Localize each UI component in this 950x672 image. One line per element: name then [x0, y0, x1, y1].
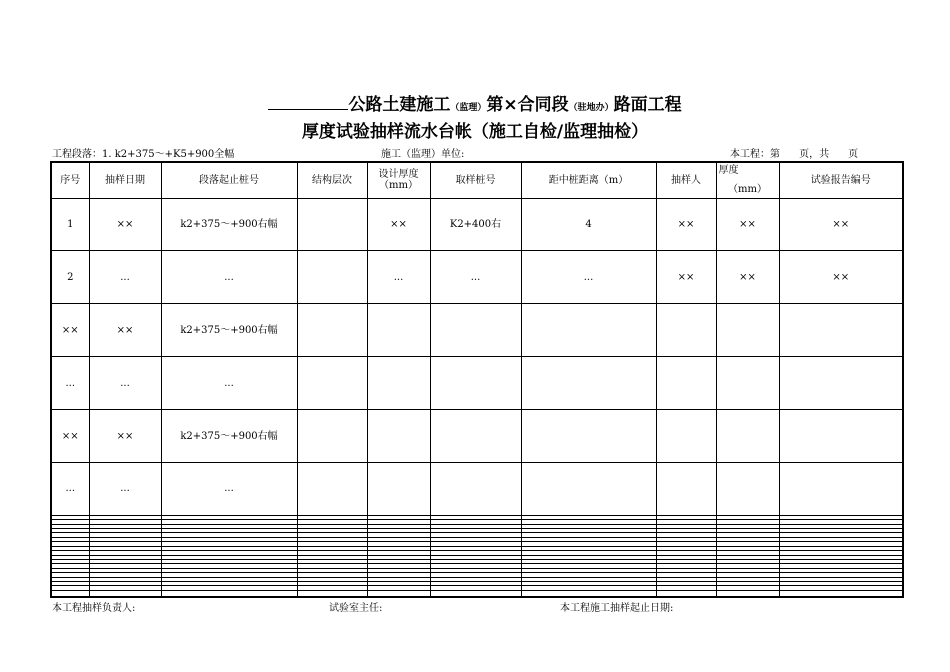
col-header-thickness: [716, 162, 779, 198]
title-small2: （驻地办）: [568, 103, 614, 113]
footer-date-range: 本工程施工抽样起止日期:: [560, 603, 674, 614]
title-part2: 第×合同段: [486, 95, 569, 115]
cell-sampler: ××: [656, 198, 716, 251]
header-row: [51, 162, 903, 198]
section-info: 工程段落：1. k2+375～+K5+900全幅: [52, 149, 235, 160]
page-info: 本工程：第 页，共 页: [730, 149, 859, 160]
cell-report-no: [779, 304, 903, 357]
footer-lab-director: 试验室主任:: [329, 603, 383, 614]
cell-index: 2: [51, 251, 89, 304]
cell-sample-station: [430, 410, 521, 463]
cell-layer: [297, 590, 367, 597]
cell-station-range: [161, 590, 297, 597]
cell-design-thickness: [367, 304, 430, 357]
cell-station-range: k2+375～+900右幅: [161, 410, 297, 463]
cell-thickness: [716, 357, 779, 410]
cell-thickness: ××: [716, 198, 779, 251]
cell-center-distance: [521, 590, 656, 597]
cell-sample-station: ...: [430, 251, 521, 304]
unit-info: 施工（监理）单位:: [381, 149, 465, 160]
cell-sample-station: [430, 357, 521, 410]
cell-center-distance: [521, 410, 656, 463]
cell-thickness: [716, 410, 779, 463]
cell-design-thickness: [367, 357, 430, 410]
cell-index: ...: [51, 462, 89, 515]
col-header-sampler: 抽样人: [656, 162, 716, 198]
cell-date: ××: [89, 198, 161, 251]
cell-design-thickness: [367, 462, 430, 515]
cell-thickness: ××: [716, 251, 779, 304]
table-row: [51, 251, 903, 304]
table-row: [51, 590, 903, 597]
cell-report-no: [779, 357, 903, 410]
cell-station-range: ...: [161, 462, 297, 515]
cell-layer: [297, 357, 367, 410]
col-header-design-thickness: 设计厚度（mm）: [367, 162, 430, 198]
cell-report-no: [779, 410, 903, 463]
cell-sample-station: [430, 304, 521, 357]
cell-station-range: ...: [161, 357, 297, 410]
cell-center-distance: 4: [521, 198, 656, 251]
cell-center-distance: [521, 304, 656, 357]
col-header-station-range: 段落起止桩号: [161, 162, 297, 198]
title-part3: 路面工程: [613, 95, 682, 115]
table-row: [51, 304, 903, 357]
cell-center-distance: [521, 357, 656, 410]
cell-sampler: [656, 410, 716, 463]
cell-sampler: [656, 304, 716, 357]
cell-sampler: [656, 357, 716, 410]
table-row: [51, 462, 903, 515]
cell-index: ××: [51, 410, 89, 463]
table-row: [51, 357, 903, 410]
cell-design-thickness: [367, 410, 430, 463]
cell-layer: [297, 304, 367, 357]
cell-index: ××: [51, 304, 89, 357]
ledger-body: [51, 198, 903, 597]
col-header-date: 抽样日期: [89, 162, 161, 198]
cell-date: [89, 590, 161, 597]
cell-station-range: k2+375～+900右幅: [161, 198, 297, 251]
cell-sample-station: [430, 590, 521, 597]
cell-report-no: ××: [779, 251, 903, 304]
cell-date: ...: [89, 357, 161, 410]
table-row: [51, 410, 903, 463]
cell-layer: [297, 462, 367, 515]
cell-design-thickness: ...: [367, 251, 430, 304]
cell-thickness: [716, 590, 779, 597]
cell-sampler: [656, 462, 716, 515]
col-header-sample-station: 取样桩号: [430, 162, 521, 198]
cell-station-range: k2+375～+900右幅: [161, 304, 297, 357]
cell-date: ...: [89, 251, 161, 304]
ledger-table: [50, 161, 904, 598]
cell-sampler: ××: [656, 251, 716, 304]
cell-design-thickness: ××: [367, 198, 430, 251]
cell-center-distance: ...: [521, 251, 656, 304]
col-header-center-distance: 距中桩距离（m）: [521, 162, 656, 198]
cell-sample-station: [430, 462, 521, 515]
cell-index: [51, 590, 89, 597]
document-title: [0, 90, 950, 115]
cell-date: ××: [89, 410, 161, 463]
footer-sampler-lead: 本工程抽样负责人:: [52, 603, 136, 614]
col-header-report-no: 试验报告编号: [779, 162, 903, 198]
cell-date: ××: [89, 304, 161, 357]
table-row: [51, 198, 903, 251]
thickness-unit: （mm）: [728, 184, 767, 196]
cell-layer: [297, 198, 367, 251]
title-part1: 公路土建施工: [348, 95, 451, 115]
cell-index: ...: [51, 357, 89, 410]
cell-thickness: [716, 304, 779, 357]
col-header-layer: 结构层次: [297, 162, 367, 198]
title-blank-line: [268, 93, 348, 110]
cell-sample-station: K2+400右: [430, 198, 521, 251]
cell-layer: [297, 251, 367, 304]
col-header-index: 序号: [51, 162, 89, 198]
cell-report-no: [779, 462, 903, 515]
cell-date: ...: [89, 462, 161, 515]
thickness-label: 厚度: [718, 165, 739, 177]
cell-layer: [297, 410, 367, 463]
cell-design-thickness: [367, 590, 430, 597]
cell-station-range: ...: [161, 251, 297, 304]
cell-thickness: [716, 462, 779, 515]
cell-report-no: ××: [779, 198, 903, 251]
cell-index: 1: [51, 198, 89, 251]
document-subtitle: 厚度试验抽样流水台帐（施工自检/监理抽检）: [301, 122, 649, 142]
cell-center-distance: [521, 462, 656, 515]
cell-report-no: [779, 590, 903, 597]
cell-sampler: [656, 590, 716, 597]
title-small1: （监理）: [450, 103, 487, 113]
